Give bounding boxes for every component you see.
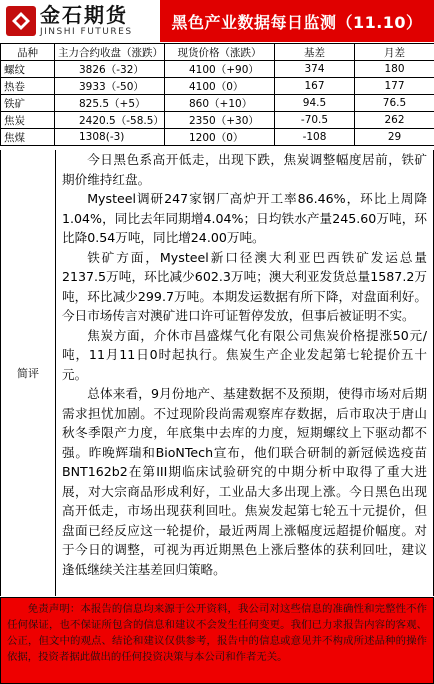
commodity-name: 焦炭 <box>1 112 55 129</box>
column-header: 现货价格（涨跌） <box>165 44 275 61</box>
month-spread: 76.5 <box>355 95 434 112</box>
futures-close: 2420.5（-58.5） <box>55 112 165 129</box>
month-spread: 262 <box>355 112 434 129</box>
comment-paragraph: 总体来看，9月份地产、基建数据不及预期，使得市场对后期需求担忧加剧。不过现阶段尚需观察库存数据，后市取决于唐山秋冬季限产力度，年底集中去库的力度，短期螺纹上下驱动都不强。昨晚辉瑞和BioNTech宣布，他们联合研制的新冠候选疫苗BNT162b2在第III期临床试验研究的中期分析中取得了重大进展，对大宗商品形成利好，工业品大多出现上涨。今日黑色出现高开低走，市场出现获利回吐。焦炭发起第七轮五十元提价，但盘面已经反应这一轮提价，最近两周上涨幅度远超提价幅度。对于今日的调整，可视为再近期黑色上涨后整体的获利回吐，建议逢低继续关注基差回归策略。 <box>62 386 427 577</box>
comment-paragraph: 铁矿方面，Mysteel新口径澳大利亚巴西铁矿发运总量2137.5万吨，环比减少602.3万吨；澳大利亚发货总量1587.2万吨，环比减少299.7万吨。本期发运数据有所下降，对盘面利好。今日市场传言对澳矿进口许可证暂停发放，但事后被证明不实。 <box>62 249 427 323</box>
column-header: 主力合约收盘（涨跌） <box>55 44 165 61</box>
table-row <box>1 95 434 112</box>
column-header: 基差 <box>275 44 355 61</box>
table-row <box>1 112 434 129</box>
basis-value: 167 <box>275 78 355 95</box>
comment-paragraph: 今日黑色系高开低走，出现下跌，焦炭调整幅度居前，铁矿期价维持红盘。 <box>62 152 427 187</box>
logo-mark-icon <box>6 6 36 36</box>
commodity-name: 热卷 <box>1 78 55 95</box>
comment-paragraph: Mysteel调研247家钢厂高炉开工率86.46%，环比上周降1.04%，同比去年同期增4.04%；日均铁水产量245.60万吨，环比降0.54万吨，同比增24.00万吨。 <box>62 191 427 245</box>
futures-close: 825.5（+5） <box>55 95 165 112</box>
basis-value: 374 <box>275 61 355 78</box>
logo-diamond-icon <box>10 10 32 32</box>
table-header-row <box>1 44 434 61</box>
commodity-name: 铁矿 <box>1 95 55 112</box>
spot-price: 4100（0） <box>165 78 275 95</box>
price-table <box>0 43 434 146</box>
commodity-name: 螺纹 <box>1 61 55 78</box>
column-header: 月差 <box>355 44 434 61</box>
comment-label: 简评 <box>1 150 56 596</box>
month-spread: 180 <box>355 61 434 78</box>
futures-close: 3826（-32） <box>55 61 165 78</box>
report-title: 黑色产业数据每日监测（11.10） <box>160 0 434 42</box>
basis-value: -70.5 <box>275 112 355 129</box>
futures-close: 3933（-50） <box>55 78 165 95</box>
table-row <box>1 78 434 95</box>
month-spread: 177 <box>355 78 434 95</box>
logo-english-name: JINSHI FUTURES <box>40 27 133 37</box>
commodity-name: 焦煤 <box>1 129 55 146</box>
month-spread: 29 <box>355 129 434 146</box>
spot-price: 2350（+30） <box>165 112 275 129</box>
comment-body <box>56 150 433 596</box>
basis-value: 94.5 <box>275 95 355 112</box>
disclaimer-text: 免责声明：本报告的信息均来源于公开资料，我公司对这些信息的准确性和完整性不作任何保证，也不保证所包含的信息和建议不会发生任何变更。我们已力求报告内容的客观、公正，但文中的观点、结论和建议仅供参考，报告中的信息或意见并不构成所述品种的操作依据，投资者据此做出的任何投资决策与本公司和作者无关。 <box>0 597 434 684</box>
table-row <box>1 129 434 146</box>
spot-price: 4100（+90） <box>165 61 275 78</box>
logo-text <box>40 5 133 37</box>
futures-close: 1308(-3) <box>55 129 165 146</box>
basis-value: -108 <box>275 129 355 146</box>
spot-price: 860（+10） <box>165 95 275 112</box>
column-header: 品种 <box>1 44 55 61</box>
logo-chinese-name: 金石期货 <box>40 3 128 27</box>
company-logo <box>0 0 160 42</box>
spot-price: 1200（0） <box>165 129 275 146</box>
comment-paragraph: 焦炭方面，介休市昌盛煤气化有限公司焦炭价格提涨50元/吨，11月11日0时起执行。焦炭生产企业发起第七轮提价五十元。 <box>62 327 427 382</box>
report-header <box>0 0 434 42</box>
table-row <box>1 61 434 78</box>
comment-section <box>0 150 434 596</box>
